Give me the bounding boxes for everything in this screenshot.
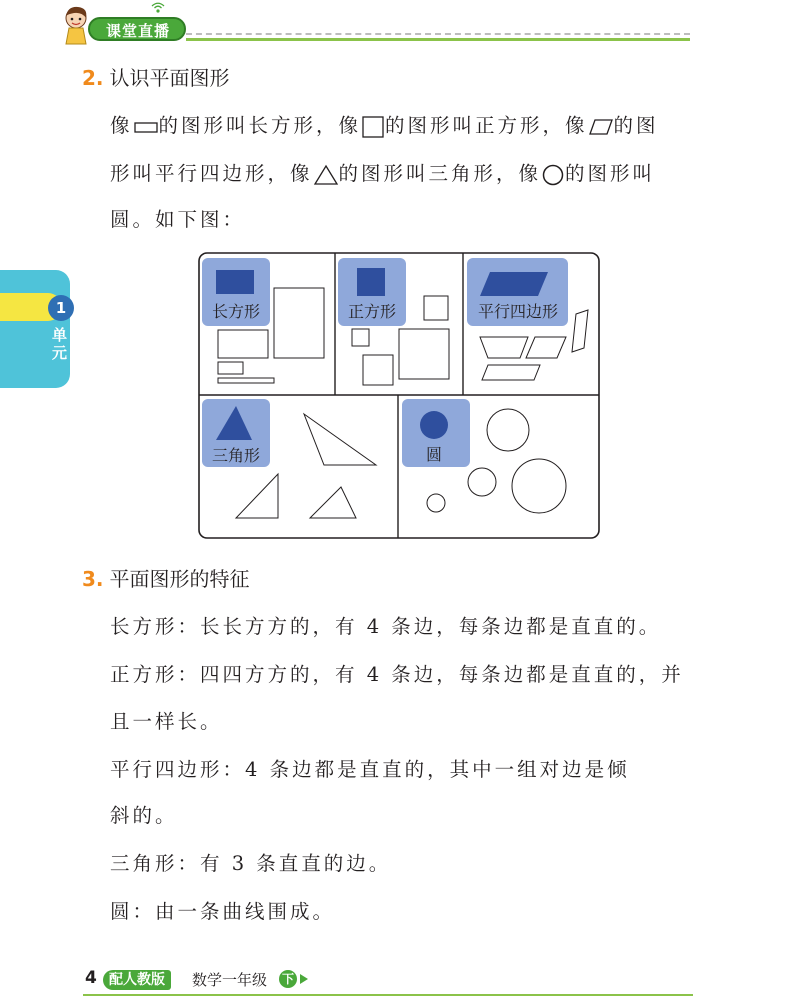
parallelogram-sample-icon <box>480 272 548 296</box>
intro-text: 的图形叫长方形，像 <box>158 114 362 137</box>
parallelogram-label: 平行四边形 <box>477 302 559 321</box>
feature-rectangle: 长方形：长长方方的，有 4 条边，每条边都是直直的。 <box>110 615 662 638</box>
intro-text: 的图形叫 <box>565 162 656 185</box>
header-dashed-line <box>186 33 690 35</box>
shapes-figure <box>198 252 600 539</box>
small-square-icon <box>361 116 385 138</box>
section-3-number: 3. <box>82 567 104 591</box>
intro-text: 像 <box>110 114 133 137</box>
small-parallelogram-icon <box>588 118 614 136</box>
feature-parallelogram-line-1: 平行四边形：4 条边都是直直的，其中一组对边是倾 <box>110 758 630 781</box>
triangle-label: 三角形 <box>211 446 261 465</box>
volume-badge: 下 <box>279 970 297 988</box>
section-2-number: 2. <box>82 66 104 90</box>
unit-label: 单元 <box>52 326 68 362</box>
book-title: 数学一年级 <box>192 971 268 989</box>
rectangle-label: 长方形 <box>211 302 261 321</box>
intro-line-1 <box>110 110 659 138</box>
page-header <box>0 0 790 48</box>
intro-text: 的图形叫正方形，像 <box>385 114 588 137</box>
feature-circle: 圆：由一条曲线围成。 <box>110 900 336 923</box>
circle-sample-icon <box>420 411 448 439</box>
rectangle-sample-icon <box>216 270 254 294</box>
intro-text: 的图 <box>613 114 659 137</box>
small-triangle-icon <box>313 164 339 186</box>
intro-line-2 <box>110 158 655 186</box>
arrow-right-icon <box>300 974 308 984</box>
edition-badge: 配人教版 <box>103 970 171 990</box>
square-label: 正方形 <box>347 302 397 321</box>
lesson-badge-text: 课堂直播 <box>106 22 171 40</box>
broadcast-icon <box>150 2 166 16</box>
small-rectangle-icon <box>133 119 159 135</box>
feature-square-line-2: 且一样长。 <box>110 710 223 733</box>
header-green-line <box>186 38 690 41</box>
intro-text: 形叫平行四边形，像 <box>110 162 313 185</box>
section-3-title <box>82 563 250 592</box>
section-3-heading: 平面图形的特征 <box>109 567 250 591</box>
intro-text: 的图形叫三角形，像 <box>338 162 542 185</box>
unit-number: 1 <box>48 295 74 321</box>
section-2-title <box>82 62 230 91</box>
page-footer <box>0 968 790 996</box>
page-number: 4 <box>85 968 97 988</box>
feature-square-line-1: 正方形：四四方方的，有 4 条边，每条边都是直直的，并 <box>110 663 684 686</box>
small-circle-icon <box>541 164 565 186</box>
square-sample-icon <box>357 268 385 296</box>
feature-parallelogram-line-2: 斜的。 <box>110 804 178 827</box>
section-2-heading: 认识平面图形 <box>109 66 230 90</box>
circle-label: 圆 <box>425 445 443 464</box>
feature-triangle: 三角形：有 3 条直直的边。 <box>110 852 392 875</box>
intro-line-3: 圆。如下图： <box>110 208 246 231</box>
lesson-badge <box>88 17 186 41</box>
